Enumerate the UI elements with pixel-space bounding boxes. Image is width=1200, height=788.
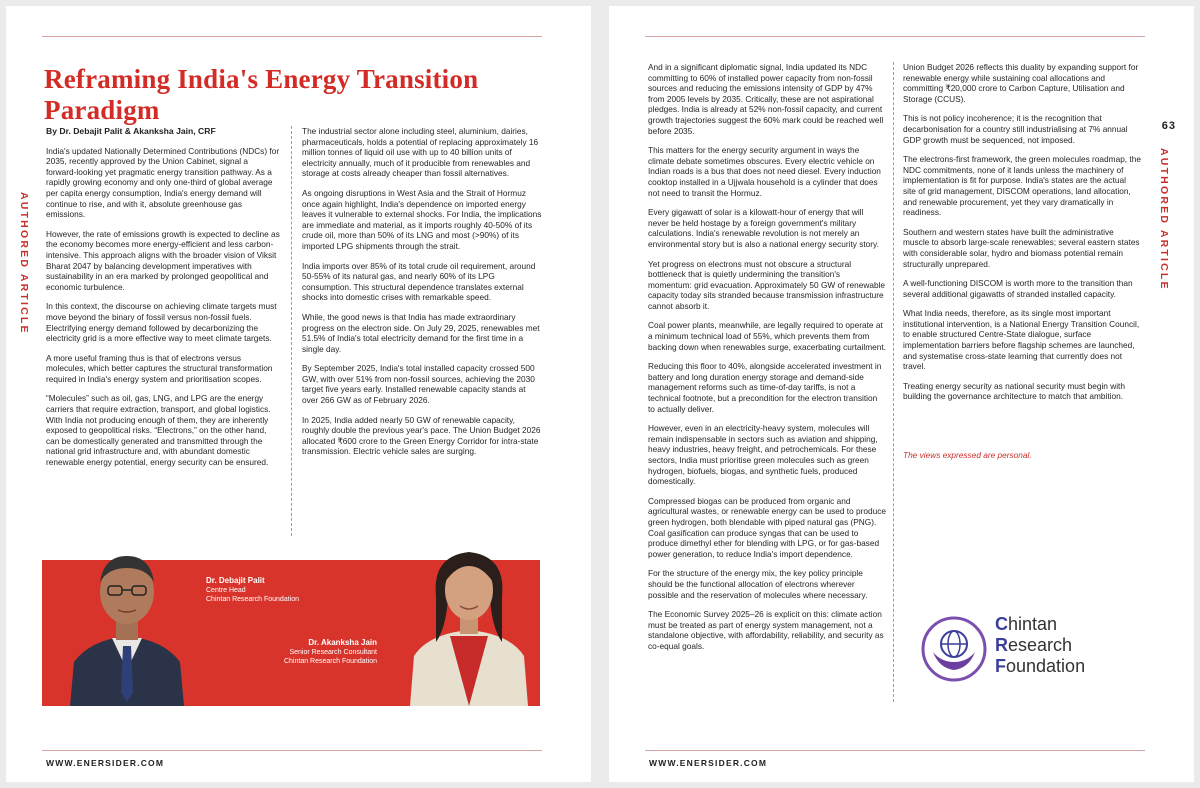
paragraph: Compressed biogas can be produced from organic and agricultural wastes, or renewable energy can be used to produce green hydrogen, both blendable with piped natural gas (PNG). Coal gasification can produce syngas that can be used to produce dimethyl ether for blending with LPG, or for gas-based power generation, to reduce India's import dependence. <box>648 495 886 559</box>
author-photo-akanksha <box>402 538 536 706</box>
author2-caption <box>267 638 377 666</box>
right-column-2 <box>903 62 1141 411</box>
side-label: AUTHORED ARTICLE <box>1158 148 1170 291</box>
paragraph: This is not policy incoherence; it is the recognition that decarbonisation for a country still industrialising at 7% annual GDP growth must be sequenced, not imposed. <box>903 113 1128 145</box>
paragraph: The Economic Survey 2025–26 is explicit on this: climate action must be treated as part of energy system management, not a standalone objective, with affordability, reliability, and security as co-equal goals. <box>648 609 884 651</box>
left-column-1 <box>46 126 280 477</box>
author2-name: Dr. Akanksha Jain <box>308 638 377 647</box>
paragraph: Yet progress on electrons must not obscure a structural bottleneck that is quietly undermining the transition's momentum: grid evacuation. Approximately 50 GW of renewable capacity today sits stranded because transmission infrastructure cannot absorb it. <box>648 258 886 311</box>
paragraph: Union Budget 2026 reflects this duality by expanding support for renewable energy while sustaining coal allocations and committing ₹20,000 crore to Carbon Capture, Utilisation and Storage (CCUS). <box>903 62 1139 104</box>
paragraph: “Molecules” such as oil, gas, LNG, and LPG are the energy carriers that require extraction, transport, and global logistics. With India not producing enough of them, they are inherently exposed to geopolitical risks. “Electrons,” on the other hand, can be domestically generated and transmitted through the national grid infrastructure and, with abundant domestic renewable energy potential, energy security can be ensured. <box>46 393 271 468</box>
right-page <box>609 6 1194 782</box>
paragraph: And in a significant diplomatic signal, India updated its NDC committing to 60% of installed power capacity from non-fossil sources and reducing the emissions intensity of GDP by 47% from 2005 levels by 2035. Critically, these are not aspirational pledges. India is already at 52% non-fossil capacity, and current growth trajectories suggest the 60% mark could be reached well before 2035. <box>648 62 884 136</box>
top-rule <box>645 36 1145 37</box>
paragraph: Reducing this floor to 40%, alongside accelerated investment in battery and long duration energy storage and demand-side management reforms such as time-of-day tariffs, is not a technical footnote, but a precondition for the electron transition to actually deliver. <box>648 361 882 414</box>
logo-line2: Research <box>995 635 1073 655</box>
globe-in-hands-icon <box>921 616 987 682</box>
paragraph: As ongoing disruptions in West Asia and the Strait of Hormuz once again highlight, India's dependence on imported energy leaves it vulnerable to external shocks. For India, the implications are immediate and material, as it imports roughly 40-50% of its crude oil, more than 50% of its LNG and most (>90%) of its imported LPG shipments through the strait. <box>302 187 542 251</box>
paragraph: In 2025, India added nearly 50 GW of renewable capacity, roughly double the previous year's pace. The Union Budget 2026 allocated ₹600 crore to the Green Energy Corridor for intra-state transmission. Electric vehicle sales are surging. <box>302 414 541 457</box>
bottom-rule <box>645 750 1145 751</box>
left-column-2 <box>302 126 542 466</box>
paragraph: Treating energy security as national security must begin with building the governance architecture to match that ambition. <box>903 380 1125 402</box>
author-banner <box>42 560 540 706</box>
disclaimer: The views expressed are personal. <box>903 450 1032 460</box>
logo-wordmark <box>995 614 1085 677</box>
author2-org: Chintan Research Foundation <box>283 658 377 665</box>
footer-url[interactable]: WWW.ENERSIDER.COM <box>46 758 165 768</box>
footer-url[interactable]: WWW.ENERSIDER.COM <box>649 758 768 768</box>
column-divider <box>893 62 894 702</box>
paragraph: India's updated Nationally Determined Contributions (NDCs) for 2035, recently approved by the Union Cabinet, signal a forward-looking yet pragmatic energy transition pathway. As a rapidly growing economy and only one-third of global average per capita energy consumption, India's energy demand will continue to rise, and with it, absolute greenhouse gas emissions. <box>46 145 280 220</box>
author2-role: Senior Research Consultant <box>289 649 377 656</box>
logo-line1: Chintan <box>995 614 1058 634</box>
paragraph: In this context, the discourse on achieving climate targets must move beyond the binary of fossil versus non-fossil fuels. Electrifying energy demand followed by decarbonizing the electricity grid is a more effective way to meet climate targets. <box>46 301 277 344</box>
paragraph: While, the good news is that India has made extraordinary progress on the electron side. On July 29, 2025, renewables met 51.5% of India's total electricity demand for the first time in a single day. <box>302 311 540 354</box>
paragraph: India imports over 85% of its total crude oil requirement, around 50-55% of its natural gas, and nearly 60% of its LPG consumption. This structural dependence translates external shocks into domestic crises with remarkable speed. <box>302 260 536 303</box>
side-label: AUTHORED ARTICLE <box>18 192 30 335</box>
column-divider <box>291 126 292 536</box>
paragraph: For the structure of the energy mix, the key policy principle should be the functional allocation of electrons wherever possible and the reservation of molecules where necessary. <box>648 568 868 600</box>
byline: By Dr. Debajit Palit & Akanksha Jain, CRF <box>46 126 216 136</box>
paragraph: The electrons-first framework, the green molecules roadmap, the NDC commitments, none of it lands unless the machinery of implementation is fit for purpose. India's states are the actual site of grid management, DISCOM operations, land allocation, and renewable procurement, yet they vary dramatically in readiness. <box>903 154 1141 218</box>
paragraph: What India needs, therefore, as its single most important institutional intervention, is a National Energy Transition Council, to enable structured Centre-State dialogue, surface implementation barriers before flagship schemes are launched, and systematise cross-state learning that currently does not travel. <box>903 308 1140 372</box>
paragraph: This matters for the energy security argument in ways the climate debate sometimes obscures. Every electric vehicle on Indian roads is a bus that does not need diesel. Every induction cooktop installed in a Ujjwala household is a cylinder that does not need to transit the Hormuz. <box>648 145 881 198</box>
paragraph: However, the rate of emissions growth is expected to decline as the economy becomes more energy-efficient and less carbon-intensive. This approach aligns with the broader vision of Viksit Bharat 2047 by balancing development imperatives with sustainability in an era marked by prolonged geopolitical and economic turbulence. <box>46 228 280 292</box>
author-photo-debajit <box>60 542 194 706</box>
paragraph: The industrial sector alone including steel, aluminium, dairies, pharmaceuticals, holds a potential of replacing approximately 16 million tonnes of liquid oil use with up to 40 billion units of electricity annually, much of it producible from renewables and storage at costs already cheaper than fossil alternatives. <box>302 126 539 179</box>
paragraph: Southern and western states have built the administrative muscle to absorb large-scale renewables; several eastern states with considerable solar, hydro and biomass potential remain structurally unprepared. <box>903 226 1140 269</box>
paragraph: However, even in an electricity-heavy system, molecules will remain indispensable in sectors such as aviation and shipping, heavy industries, heavy freight, and petrochemicals. For these sectors, India must prioritise green molecules such as green hydrogen, biofuels, biogas, and synthetic fuels, produced domestically. <box>648 423 878 487</box>
paragraph: A more useful framing thus is that of electrons versus molecules, which better captures the structural transformation required in India's energy system and prioritisation scopes. <box>46 352 273 384</box>
left-page <box>6 6 591 782</box>
paragraph: Every gigawatt of solar is a kilowatt-hour of energy that will never be held hostage by a foreign government's military calculations. India's renewable revolution is not merely an environmental story but is also a national energy security story. <box>648 207 879 249</box>
author1-org: Chintan Research Foundation <box>206 596 300 603</box>
author1-name: Dr. Debajit Palit <box>206 576 265 585</box>
paragraph: A well-functioning DISCOM is worth more to the transition than several additional gigawatts of stranded installed capacity. <box>903 278 1133 299</box>
author1-role: Centre Head <box>206 587 246 594</box>
chintan-logo <box>921 612 1161 692</box>
paragraph: By September 2025, India's total installed capacity crossed 500 GW, with over 51% from non-fossil sources, achieving the 2030 target five years early. Installed renewable capacity stands at over 266 GW as of February 2026. <box>302 363 535 406</box>
paragraph: Coal power plants, meanwhile, are legally required to operate at a minimum technical load of 55%, which prevents them from backing down when renewables surge, exacerbating curtailment. <box>648 320 886 352</box>
author1-caption <box>206 576 299 604</box>
top-rule <box>42 36 542 37</box>
bottom-rule <box>42 750 542 751</box>
logo-line3: Foundation <box>995 656 1086 676</box>
page-number: 63 <box>1161 120 1176 132</box>
right-column-1 <box>648 62 886 661</box>
article-title: Reframing India's Energy Transition Paradigm <box>44 64 479 125</box>
